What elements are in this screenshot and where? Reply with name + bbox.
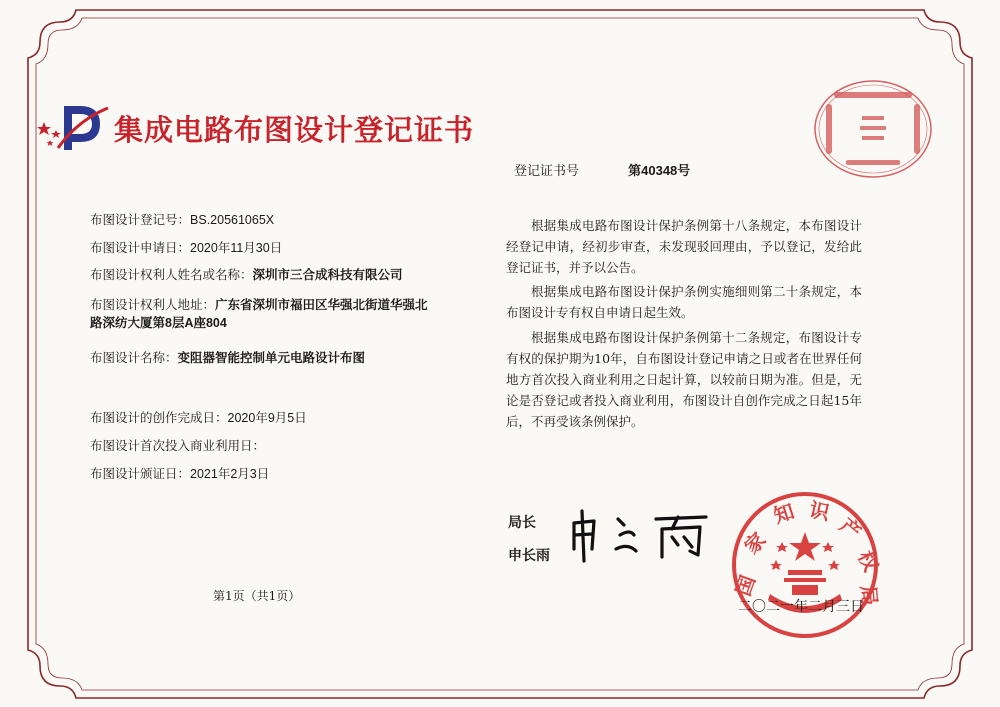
field-value: 2021年2月3日 [190, 467, 270, 481]
field-value: 变阻器智能控制单元电路设计布图 [177, 351, 366, 365]
director-name: 申长雨 [508, 547, 550, 563]
ip-logo-icon [38, 100, 110, 152]
field-right-holder [90, 266, 430, 284]
field-key: 布图设计权利人地址： [90, 297, 216, 312]
field-design-name [90, 348, 365, 366]
field-value: 2020年11月30日 [190, 241, 283, 255]
director-title: 局长 [508, 514, 536, 530]
issue-date: 二〇二一年二月三日 [738, 599, 864, 615]
certificate-header [38, 100, 475, 152]
field-value: 广东省深圳市福田区华强北街道华强北路深纺大厦第8层A座804 [90, 298, 428, 330]
svg-text:识: 识 [807, 497, 832, 525]
field-key: 布图设计登记号： [90, 212, 191, 227]
registration-stamp-icon [812, 78, 934, 180]
field-value: 2020年9月5日 [227, 411, 307, 425]
certificate-title: 集成电路布图设计登记证书 [114, 113, 475, 147]
field-key: 布图设计颁证日： [90, 466, 191, 481]
field-key: 布图设计首次投入商业利用日： [90, 438, 266, 453]
field-holder-address [90, 296, 430, 332]
svg-text:国: 国 [730, 572, 761, 600]
svg-text:家: 家 [739, 527, 771, 559]
field-value: 深圳市三合成科技有限公司 [252, 268, 403, 282]
registration-number-value: 第40348号 [628, 163, 691, 178]
legal-paragraph-3: 根据集成电路布图设计保护条例第十二条规定，布图设计专有权的保护期为10年，自布图设计登记申请之日或者在世界任何地方首次投入商业利用之日起计算，以较前日期为准。但是，无论是否登记或者投入商业利用，布图设计自创作完成之日起15年后，不再受该条例保护。 [506, 330, 862, 429]
svg-text:知: 知 [770, 498, 798, 528]
official-seal-icon [730, 490, 884, 640]
svg-text:产: 产 [835, 513, 866, 545]
field-key: 布图设计名称： [90, 350, 178, 365]
field-value: BS.20561065X [190, 213, 275, 227]
field-registration-no [90, 210, 274, 228]
page-number: 第1页（共1页） [213, 589, 301, 603]
legal-paragraph-1: 根据集成电路布图设计保护条例第十八条规定，本布图设计经登记申请，经初步审查，未发现驳回理由，予以登记，发给此登记证书，并予以公告。 [506, 218, 862, 275]
registration-number-label: 登记证书号 [514, 164, 580, 179]
handwritten-signature [560, 505, 720, 565]
registration-number-row [514, 160, 690, 179]
legal-paragraph-2: 根据集成电路布图设计保护条例实施细则第二十条规定，本布图设计专有权自申请日起生效。 [506, 284, 862, 320]
svg-text:权: 权 [853, 546, 884, 576]
field-key: 布图设计申请日： [90, 240, 191, 255]
field-first-commercial-use [90, 436, 265, 454]
field-issue-date [90, 464, 269, 482]
field-key: 布图设计权利人姓名或名称： [90, 267, 253, 282]
field-creation-date [90, 408, 307, 426]
svg-text:局: 局 [856, 584, 882, 607]
field-key: 布图设计的创作完成日： [90, 410, 228, 425]
field-application-date [90, 238, 282, 256]
